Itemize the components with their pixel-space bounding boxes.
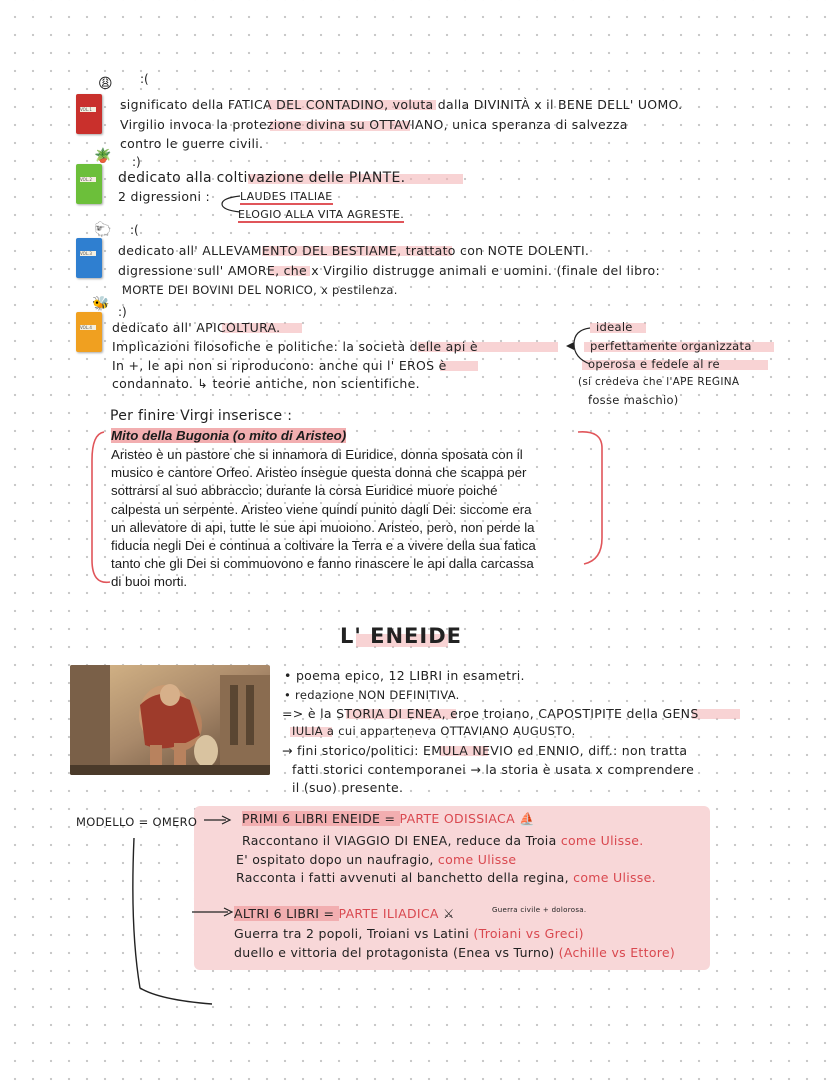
digression-elogio: ELOGIO ALLA VITA AGRESTE. — [238, 208, 405, 221]
book2-line1: dedicato alla coltivazione delle PIANTE. — [118, 170, 406, 186]
myth-line: tanto che gli Dei si commuovono e fanno rinascere le api dalla carcassa — [111, 556, 534, 572]
sheep-icon: 🐑 — [94, 222, 112, 238]
first-line-3: Racconta i fatti avvenuti al banchetto della regina, come Ulisse. — [236, 870, 656, 885]
book1-line1: significato della FATICA DEL CONTADINO, voluta dalla DIVINITÀ x il BENE DELL' UOMO. — [120, 97, 683, 112]
crossed-swords-icon: ⚔ — [443, 906, 455, 921]
guerra-note: Guerra civile + dolorosa. — [492, 906, 587, 914]
bee-icon: 🐝 — [92, 296, 110, 312]
first-line-2: E' ospitato dopo un naufragio, come Ulisse — [236, 852, 517, 867]
second-line-2: duello e vittoria del protagonista (Enea vs Turno) (Achille vs Ettore) — [234, 945, 676, 960]
side-operosa: operosa e fedele al re — [588, 357, 720, 371]
myth-line: di buoi morti. — [111, 574, 188, 590]
aeneas-painting — [70, 665, 270, 775]
eneide-bullet-6: fatti storici contemporanei → la storia è usata x comprendere — [292, 762, 695, 777]
weary-face-icon: 😩 — [98, 76, 113, 92]
intro-line: Per finire Virgi inserisce : — [110, 408, 293, 424]
arrows-lines — [120, 808, 240, 1008]
book-orange-icon: VOL.4 — [76, 312, 102, 352]
book4-line4: condannato. ↳ teorie antiche, non scientifiche. — [112, 376, 420, 391]
first-line-1: Raccontano il VIAGGIO DI ENEA, reduce da Troia come Ulisse. — [242, 833, 644, 848]
myth-title: Mito della Bugonia (o mito di Aristeo) — [111, 428, 347, 443]
book3-line1: dedicato all' ALLEVAMENTO DEL BESTIAME, trattato con NOTE DOLENTI. — [118, 243, 590, 258]
side-ape-regina: (si credeva che l'APE REGINA — [578, 376, 740, 388]
myth-line: sottrarsi al suo abbraccio; durante la corsa Euridice muore poiché — [111, 483, 498, 499]
myth-line: un allevatore di api, tutte le sue api muoiono. Aristeo, però, non perde la — [111, 519, 535, 535]
book4-line2: Implicazioni filosofiche e politiche: la società delle api è — [112, 339, 478, 354]
eneide-bullet-3: => è la STORIA DI ENEA, eroe troiano, CAPOSTIPITE della GENS — [282, 706, 699, 721]
book1-line3: contro le guerre civili. — [120, 136, 264, 151]
side-ideale: ideale — [596, 320, 633, 334]
mood-sad: :( — [140, 72, 149, 86]
myth-line: Aristeo è un pastore che si innamora di Euridice, donna sposata con il — [111, 447, 523, 462]
myth-line: fiducia negli Dei e continua a coltivare la Terra e a vivere della sua fatica — [111, 538, 536, 554]
bracket-left — [82, 430, 112, 590]
book1-line2: Virgilio invoca la protezione divina su OTTAVIANO, unica speranza di salvezza — [120, 117, 628, 132]
eneide-bullet-5: → fini storico/politici: EMULA NEVIO ed ENNIO, diff.: non tratta — [282, 743, 688, 758]
second-six-title: ALTRI 6 LIBRI = PARTE ILIADICA ⚔ — [234, 906, 455, 921]
eneide-bullet-4: IULIA a cui apparteneva OTTAVIANO AUGUSTO. — [292, 724, 576, 738]
mood-happy: :) — [118, 305, 127, 319]
book4-line1: dedicato all' APICOLTURA. — [112, 320, 281, 335]
book3-line2: digressione sull' AMORE, che x Virgilio distrugge animali e uomini. (finale del libro: — [118, 263, 660, 278]
book-green-icon: VOL.2 — [76, 164, 102, 204]
book2-line2: 2 digressioni : — [118, 189, 211, 204]
myth-line: musico e cantore Orfeo. Aristeo insegue questa donna che scappa per — [111, 465, 527, 481]
eneide-bullet-1: • poema epico, 12 LIBRI in esametri. — [284, 668, 525, 683]
digression-laudes: LAUDES ITALIAE — [240, 190, 333, 203]
book-blue-icon: VOL.3 — [76, 238, 102, 278]
eneide-bullet-7: il (suo) presente. — [292, 780, 404, 795]
book3-line3: MORTE DEI BOVINI DEL NORICO, x pestilenza. — [122, 283, 398, 297]
page-title: L' ENEIDE — [340, 624, 462, 648]
myth-body — [111, 446, 591, 592]
first-six-title: PRIMI 6 LIBRI ENEIDE = PARTE ODISSIACA ⛵ — [242, 811, 536, 826]
book4-line3: In +, le api non si riproducono: anche qui l' EROS è — [112, 358, 447, 373]
eneide-bullet-2: • redazione NON DEFINITIVA. — [284, 688, 460, 702]
mood-sad: :( — [130, 223, 139, 237]
modello-label: MODELLO = OMERO — [76, 815, 198, 829]
book-red-icon: VOL.1 — [76, 94, 102, 134]
second-line-1: Guerra tra 2 popoli, Troiani vs Latini (Troiani vs Greci) — [234, 926, 584, 941]
side-maschio: fosse maschio) — [588, 393, 679, 407]
mood-happy: :) — [132, 155, 141, 169]
myth-line: calpesta un serpente. Aristeo viene quindi punito dagli Dei: siccome era — [111, 501, 532, 517]
potted-plant-icon: 🪴 — [94, 148, 112, 164]
side-organizzata: perfettamente organizzata — [590, 339, 752, 353]
sailboat-icon: ⛵ — [519, 811, 536, 826]
